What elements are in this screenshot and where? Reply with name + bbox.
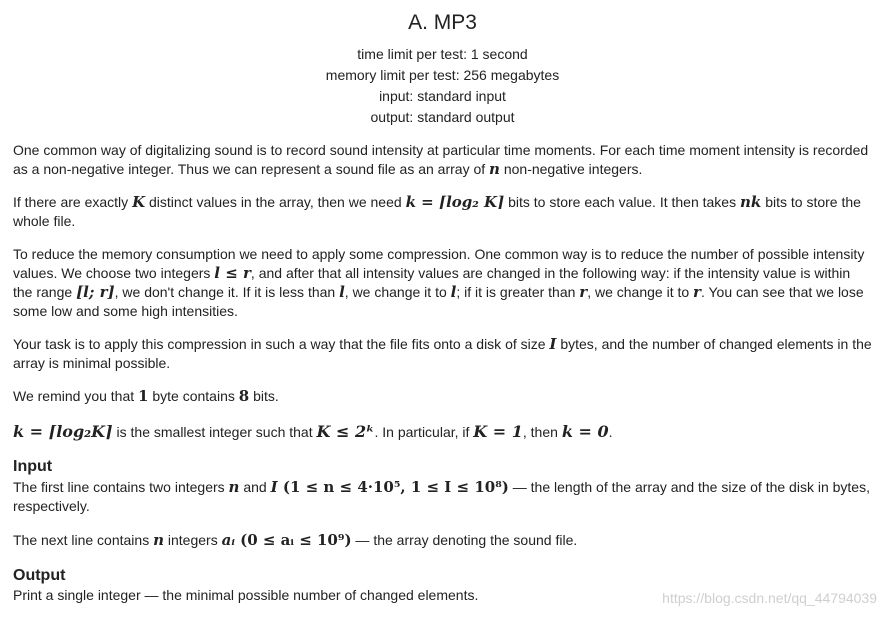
text: ; if it is greater than xyxy=(456,284,580,300)
output-spec: output: standard output xyxy=(370,109,515,125)
problem-limits xyxy=(0,44,885,128)
output-section-title: Output xyxy=(13,567,66,584)
text: bytes, and the number of changed elements in the array is minimal possible. xyxy=(13,336,872,371)
math: n xyxy=(489,160,500,178)
text: — the length of the array and the size of the disk in bytes, respectively. xyxy=(13,479,870,514)
statement-paragraph-5 xyxy=(13,387,872,406)
text: , and after that all intensity values are changed in the following way: if the intensity value is within the range xyxy=(13,265,851,300)
text: One common way of digitalizing sound is to record sound intensity at particular time moments. For each time moment intensity is recorded as a non-negative integer. Thus we can represent a sound file as an array of xyxy=(13,142,869,177)
statement-paragraph-3 xyxy=(13,245,872,321)
input-paragraph-1 xyxy=(13,478,872,516)
text: bits to store the whole file. xyxy=(13,194,861,229)
statement-paragraph-1 xyxy=(13,141,872,179)
math: l ≤ r xyxy=(214,264,251,282)
math: k = ⌈log₂ K⌉ xyxy=(405,193,505,211)
statement-paragraph-6 xyxy=(13,422,872,442)
text: , we change it to xyxy=(344,284,451,300)
math: K xyxy=(132,193,146,211)
problem-title: A. MP3 xyxy=(408,11,477,34)
math: K = 1 xyxy=(473,422,523,441)
math: r xyxy=(693,283,701,301)
input-section-title: Input xyxy=(13,458,53,475)
text: , we change it to xyxy=(587,284,694,300)
math: r xyxy=(579,283,588,301)
text: . You can see that we lose some low and some high intensities. xyxy=(13,284,864,319)
math: (0 ≤ aᵢ ≤ 10⁹) xyxy=(234,531,352,549)
text: , then xyxy=(522,424,562,440)
text: distinct values in the array, then we need xyxy=(145,194,406,210)
math: n xyxy=(153,531,164,549)
math: K ≤ 2ᵏ xyxy=(316,422,375,441)
statement-paragraph-2 xyxy=(13,193,872,231)
math: [l; r] xyxy=(76,283,115,301)
math: (1 ≤ n ≤ 4·10⁵, 1 ≤ I ≤ 10⁸) xyxy=(277,478,509,496)
text: To reduce the memory consumption we need to apply some compression. One common way is to reduce the number of possible intensity values. We choose two integers xyxy=(13,246,865,281)
text: non-negative integers. xyxy=(499,161,643,177)
text: bits to store each value. It then takes xyxy=(504,194,740,210)
text: integers xyxy=(164,532,222,548)
math: l xyxy=(339,283,345,301)
math: aᵢ xyxy=(221,531,235,549)
text: If there are exactly xyxy=(13,194,133,210)
text: — the array denoting the sound file. xyxy=(351,532,578,548)
text: The first line contains two integers xyxy=(13,479,229,495)
text: The next line contains xyxy=(13,532,154,548)
math: l xyxy=(450,283,457,301)
text: bits. xyxy=(249,388,279,404)
math: I xyxy=(270,478,278,496)
text: , we don't change it. If it is less than xyxy=(114,284,340,300)
math: 8 xyxy=(238,387,250,405)
math: k = ⌈log₂K⌉ xyxy=(13,422,113,441)
output-paragraph: Print a single integer — the minimal possible number of changed elements. xyxy=(13,587,479,603)
math: k = 0 xyxy=(561,422,609,441)
input-spec: input: standard input xyxy=(379,88,506,104)
text: byte contains xyxy=(148,388,239,404)
watermark: https://blog.csdn.net/qq_44794039 xyxy=(662,590,877,606)
text: and xyxy=(239,479,271,495)
text: . In particular, if xyxy=(374,424,474,440)
math: 1 xyxy=(138,387,149,405)
text: We remind you that xyxy=(13,388,139,404)
math: n xyxy=(228,478,240,496)
text: Your task is to apply this compression in such a way that the file fits onto a disk of size xyxy=(13,336,550,352)
input-section xyxy=(13,457,872,516)
time-limit: time limit per test: 1 second xyxy=(357,46,528,62)
memory-limit: memory limit per test: 256 megabytes xyxy=(325,67,560,83)
text: is the smallest integer such that xyxy=(112,424,317,440)
math: nk xyxy=(740,193,762,211)
math: I xyxy=(549,335,557,353)
text: . xyxy=(608,424,613,440)
input-paragraph-2 xyxy=(13,531,872,550)
statement-paragraph-4 xyxy=(13,335,872,373)
problem-header xyxy=(0,0,885,128)
